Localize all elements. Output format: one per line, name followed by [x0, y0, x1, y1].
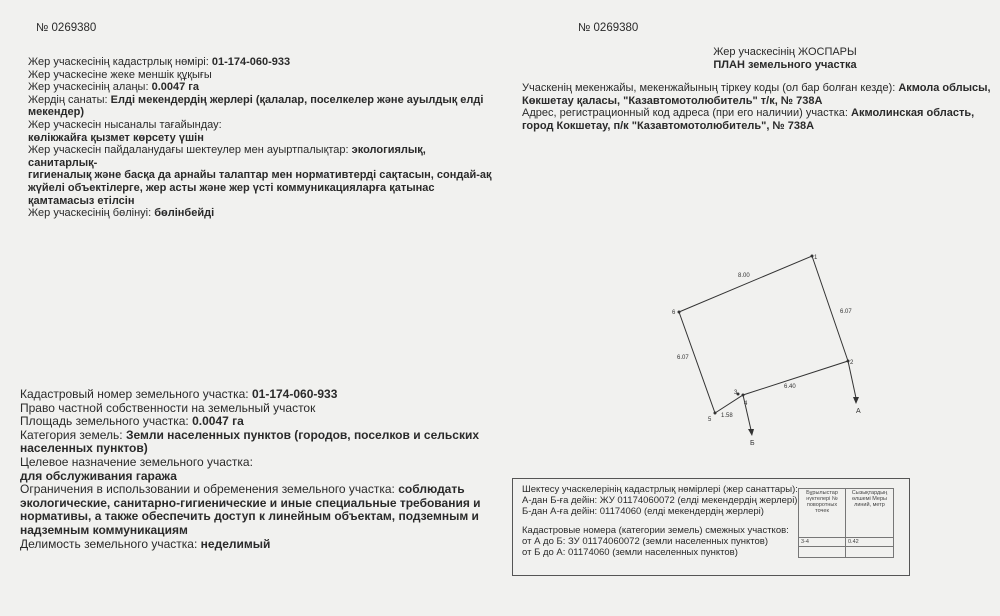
kz-cadastral-value: 01-174-060-933	[211, 56, 291, 68]
table-row-empty	[799, 547, 894, 558]
ru-area-value: 0.0047 га	[192, 414, 244, 429]
point-label-5: 5	[708, 417, 712, 423]
kz-restrictions-3: жүйелі объектілерге, жер асты және жер үсті коммуникацияларға қатынас	[28, 181, 435, 194]
ru-category-value-1: Земли населенных пунктов (городов, поселков и сельских	[125, 427, 480, 442]
edge-label-1-2: 6.07	[840, 309, 852, 315]
addr-ru-value-2: город Кокшетау, п/к "Казавтомотолюбитель", № 738А	[522, 119, 815, 132]
ru-info-block	[20, 388, 490, 551]
kz-restrictions-1: экологиялық, санитарлық-	[28, 144, 426, 169]
ru-cadastral-value: 01-174-060-933	[251, 387, 338, 401]
adjacent-kz-line2: Б-дан А-ға дейін: 01174060 (елді мекендердің жерлері)	[522, 506, 764, 517]
kz-area-line	[28, 81, 498, 94]
kz-category-label: Жердің санаты:	[28, 93, 108, 106]
arrow-a-label: А	[856, 408, 861, 415]
kz-divisible-value: бөлінбейді	[154, 207, 215, 220]
adjacent-kz-line1: А-дан Б-ға дейін: ЖУ 01174060072 (елді мекендердің жерлері)	[522, 495, 798, 506]
boundary-polyline	[679, 256, 848, 413]
point-label-6: 6	[672, 310, 676, 316]
ru-restrictions-label: Ограничения в использовании и обременения земельного участка:	[20, 482, 395, 497]
kz-info-block	[28, 56, 498, 220]
adjacent-kz-title: Шектесу учаскелерінің кадастрлық нөмірлері (жер санаттары):	[522, 484, 798, 495]
ru-divisible-value: неделимый	[200, 536, 271, 551]
kz-category-value-2: мекендер)	[28, 106, 85, 119]
ru-right-line: Право частной собственности на земельный участок	[20, 400, 316, 415]
table-row	[799, 538, 894, 547]
kz-restrictions-4: қамтамасыз етілсін	[28, 194, 135, 207]
turning-points-table	[798, 488, 894, 558]
addr-kz-value-1: Акмола облысы,	[898, 82, 991, 94]
edge-label-5-6: 6.07	[677, 355, 689, 361]
ru-area-line	[20, 415, 490, 429]
arrow-b-head	[748, 429, 754, 436]
kz-restrictions-label: Жер учаскесін пайдаланудағы шектеулер мен ауыртпалықтар:	[28, 144, 349, 157]
edge-label-6-1: 8.00	[738, 273, 750, 279]
ru-category-line	[20, 429, 490, 443]
ru-purpose-label: Целевое назначение земельного участка:	[20, 454, 253, 469]
kz-area-label: Жер учаскесінің алаңы:	[28, 81, 149, 94]
kz-purpose-value: көлікжайға қызмет көрсету үшін	[28, 131, 204, 144]
ru-cadastral-label: Кадастровый номер земельного участка:	[20, 387, 249, 401]
arrow-a-head	[853, 397, 859, 404]
kz-divisible-label: Жер учаскесінің бөлінуі:	[28, 207, 152, 220]
kz-cadastral-line	[28, 56, 498, 69]
ru-category-value-2: населенных пунктов)	[20, 441, 148, 456]
ru-restrictions-3: нормативы, а также обеспечить доступ к линейным объектам, подземным и	[20, 509, 479, 524]
ru-area-label: Площадь земельного участка:	[20, 414, 189, 429]
ru-divisible-label: Делимость земельного участка:	[20, 536, 198, 551]
kz-restrictions-2: гигиеналық және басқа да арнайы талаптар мен нормативтерді сақтасын, сондай-ақ	[28, 169, 492, 182]
adjacent-ru-line1: от А до Б: ЗУ 01174060072 (земли населенных пунктов)	[522, 536, 769, 547]
point-5-dot	[714, 412, 717, 415]
point-label-1: 1	[814, 255, 818, 261]
ru-restrictions-line	[20, 483, 490, 497]
kz-divisible-line	[28, 207, 498, 220]
kz-area-value: 0.0047 га	[151, 81, 199, 94]
ru-cadastral-line	[20, 388, 490, 402]
row-measure: 0.42	[846, 538, 894, 547]
kz-cadastral-label: Жер учаскесінің кадастрлық нөмірі:	[28, 56, 209, 68]
land-plot-plan-drawing	[660, 240, 890, 450]
addr-kz-label: Учаскенің мекенжайы, мекенжайының тіркеу коды (ол бар болған кезде):	[522, 82, 896, 94]
row-points: 3-4	[799, 538, 846, 547]
addr-ru-value-1: Акмолинская область,	[851, 107, 975, 120]
adjacent-ru-line2: от Б до А: 01174060 (земли населенных пунктов)	[522, 547, 738, 558]
addr-ru-line	[522, 107, 992, 120]
kz-right-line: Жер учаскесіне жеке меншік құқығы	[28, 68, 212, 81]
ru-restrictions-2: экологические, санитарно-гигиенические и иные специальные требования и	[20, 495, 481, 510]
ru-restrictions-1: соблюдать	[398, 482, 465, 497]
plan-title-kz: Жер учаскесінің ЖОСПАРЫ	[713, 46, 857, 58]
kz-purpose-label: Жер учаскесін нысаналы тағайындау:	[28, 118, 222, 131]
edge-label-4-5: 1.58	[721, 413, 733, 419]
ru-purpose-value: для обслуживания гаража	[20, 468, 177, 483]
arrow-a-line	[848, 361, 856, 398]
ru-category-label: Категория земель:	[20, 427, 123, 442]
certificate-number-left: № 0269380	[36, 22, 97, 34]
adjacent-ru-title: Кадастровые номера (категории земель) смежных участков:	[522, 525, 789, 536]
address-block	[522, 82, 992, 132]
point-6-dot	[678, 311, 681, 314]
addr-kz-value-2: Көкшетау қаласы, "Казавтомотолюбитель" т/к, № 738А	[522, 94, 823, 107]
col2-header: Сызықтардың өлшемі Меры линий, метр	[846, 489, 894, 538]
plot-boundary	[679, 256, 848, 413]
point-label-2: 2	[850, 360, 854, 366]
addr-kz-line	[522, 82, 992, 95]
kz-category-value-1: Елді мекендердің жерлері (қалалар, поселкелер және ауылдық елді	[110, 93, 484, 106]
edge-label-2-4: 6.40	[784, 384, 796, 390]
plan-title-block	[660, 46, 910, 71]
kz-restrictions-line	[28, 144, 498, 169]
plan-title-ru: ПЛАН земельного участка	[713, 58, 857, 71]
col1-header: Бұрылыстар нүктелері № поворотных точек	[799, 489, 846, 538]
kz-category-line	[28, 94, 498, 107]
table-header-row	[799, 489, 894, 538]
ru-divisible-line	[20, 538, 490, 552]
ru-restrictions-4: надземным коммуникациям	[20, 522, 188, 537]
addr-ru-label: Адрес, регистрационный код адреса (при его наличии) участка:	[522, 107, 848, 120]
adjacent-text	[522, 484, 802, 558]
point-label-4: 4	[744, 401, 748, 407]
certificate-number-right: № 0269380	[578, 22, 639, 34]
point-label-3: 3	[734, 390, 738, 396]
point-4-dot	[742, 394, 745, 397]
arrow-b-label: Б	[750, 440, 755, 447]
